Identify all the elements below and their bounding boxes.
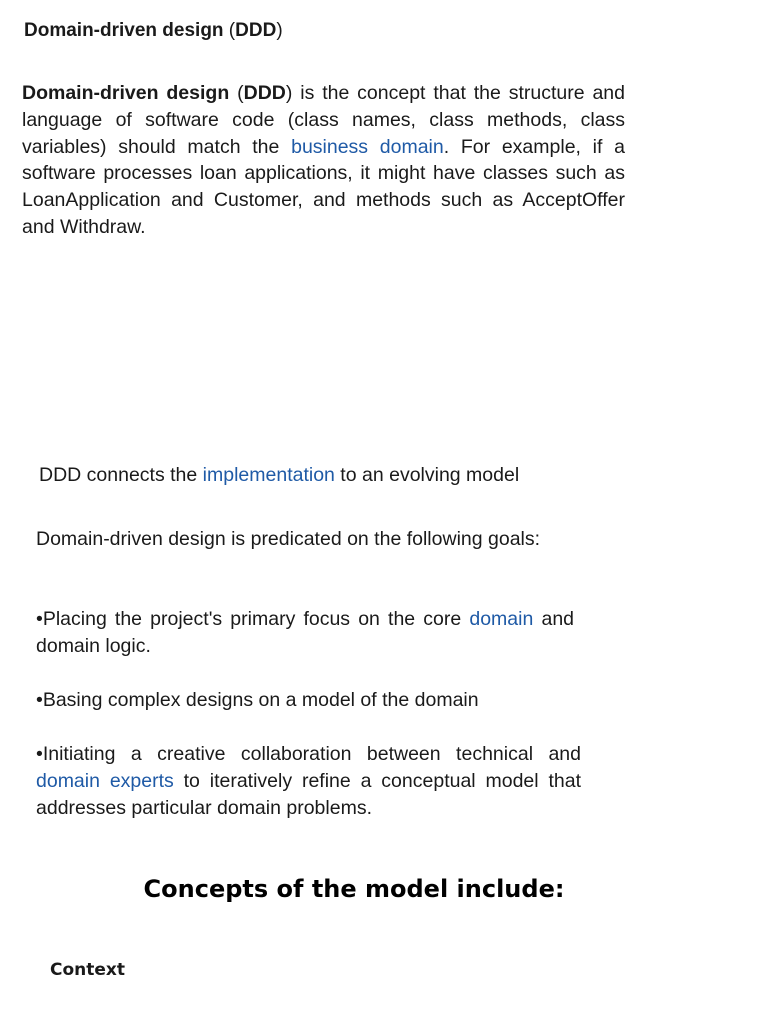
title-paren-open: ( (223, 20, 236, 41)
subhead-after: to an evolving model (334, 464, 520, 486)
business-domain-link[interactable]: business domain (291, 135, 444, 158)
goal3-before: •Initiating a creative collaboration between technical and (36, 743, 581, 765)
implementation-link[interactable]: implementation (202, 464, 335, 486)
goal-item-collaboration (36, 741, 581, 822)
title-bold: Domain-driven design (24, 20, 224, 41)
goal3-after: to iteratively refine a conceptual model that addresses particular domain problems. (36, 770, 581, 819)
title-abbr: DDD (235, 20, 277, 41)
ddd-subheading (39, 462, 519, 488)
goal-item-core-domain (36, 606, 574, 660)
goal1-before: •Placing the project's primary focus on the core (36, 608, 470, 630)
domain-link[interactable]: domain (469, 608, 534, 630)
intro-abbr: DDD (243, 82, 286, 104)
goal-item-model-basing: •Basing complex designs on a model of the domain (36, 689, 479, 711)
intro-text-before-link: ) is the concept that the structure and language of software code (class names, class methods, class variables) should match the (22, 82, 626, 158)
context-heading: Context (50, 960, 126, 980)
goal1-after: and domain logic. (36, 608, 575, 657)
subhead-before: DDD connects the (39, 464, 203, 486)
intro-paragraph (22, 80, 625, 241)
title-paren-close: ) (276, 20, 283, 41)
concepts-heading: Concepts of the model include: (143, 875, 565, 903)
intro-paren-open: ( (229, 82, 244, 104)
goals-intro-paragraph: Domain-driven design is predicated on the following goals: (36, 528, 541, 550)
domain-experts-link[interactable]: domain experts (36, 770, 174, 792)
intro-text-after-link: . For example, if a software processes loan applications, it might have classes such as LoanApplication and Customer, and methods such as AcceptOffer and Withdraw. (22, 135, 625, 238)
page-title (24, 18, 283, 44)
intro-bold-term: Domain-driven design (22, 82, 230, 104)
